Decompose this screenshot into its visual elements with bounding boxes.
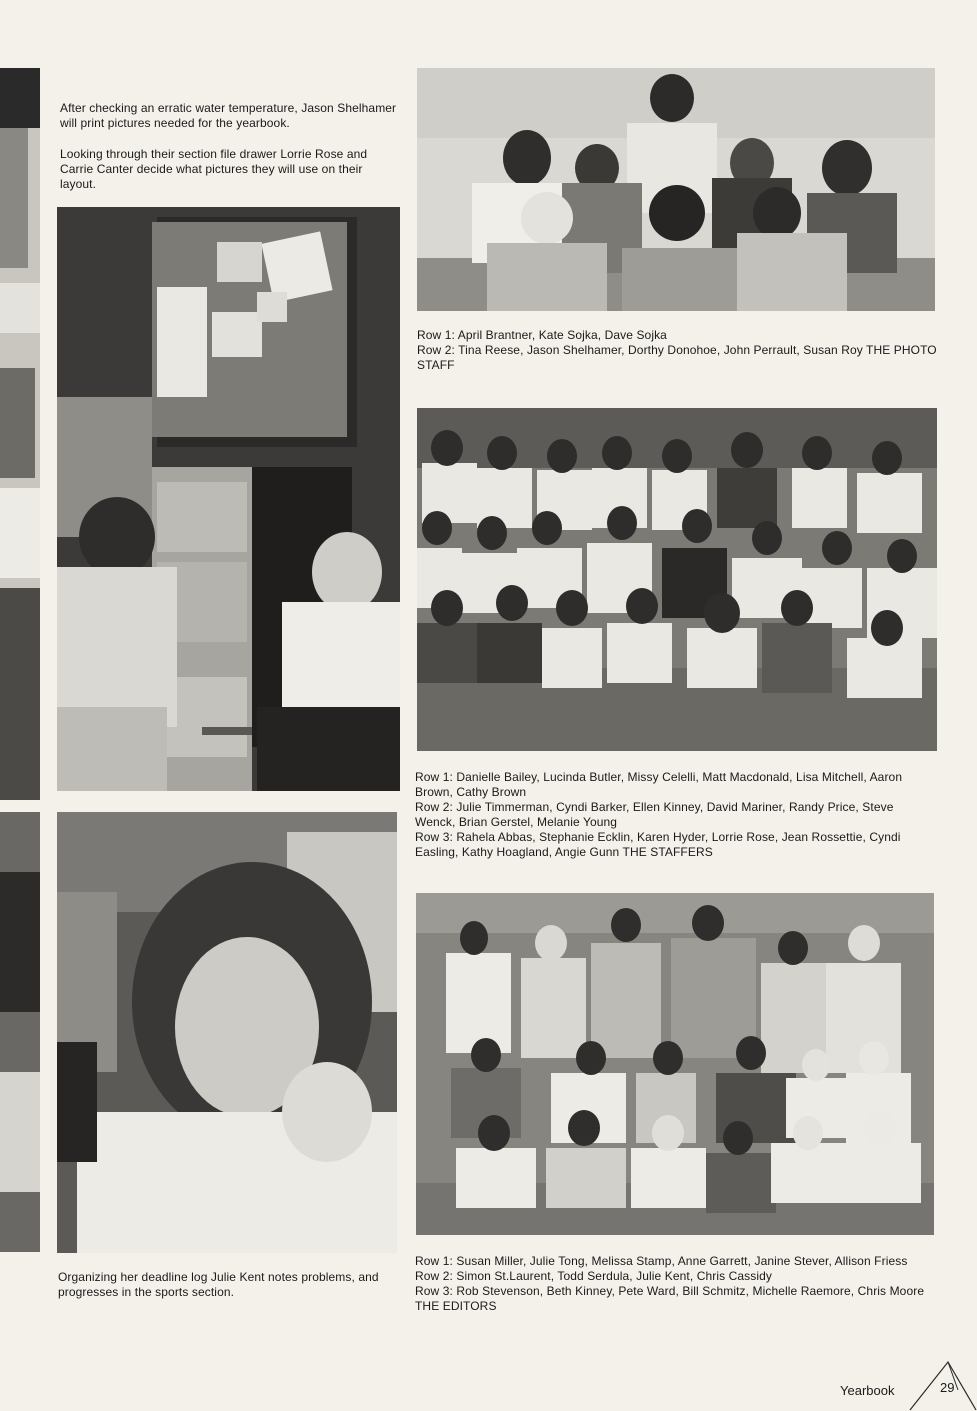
caption-editors: [415, 1254, 937, 1314]
footer-section-label: Yearbook: [840, 1383, 895, 1398]
staffers-row3: Row 3: Rahela Abbas, Stephanie Ecklin, Karen Hyder, Lorrie Rose, Jean Rossettie, Cyndi Easling, Kathy Hoagland, Angie Gunn THE STAFFERS: [415, 830, 901, 859]
caption-staffers: [415, 770, 937, 860]
caption-file-drawer-text: Looking through their section file drawer Lorrie Rose and Carrie Canter decide what pictures they will use on their layout.: [60, 147, 368, 191]
left-edge-photo-bottom: [0, 812, 40, 1252]
staffers-group-photo: [417, 408, 937, 751]
staffers-row1: Row 1: Danielle Bailey, Lucinda Butler, Missy Celelli, Matt Macdonald, Lisa Mitchell, Aaron Brown, Cathy Brown: [415, 770, 903, 799]
caption-file-drawer: [60, 147, 398, 192]
editors-row2: Row 2: Simon St.Laurent, Todd Serdula, Julie Kent, Chris Cassidy: [415, 1269, 773, 1283]
file-drawer-photo: [57, 207, 400, 791]
photo-staff-row2: Row 2: Tina Reese, Jason Shelhamer, Dorthy Donohoe, John Perrault, Susan Roy THE PHOTO STAFF: [417, 343, 937, 372]
caption-darkroom: [60, 101, 398, 131]
staffers-row2: Row 2: Julie Timmerman, Cyndi Barker, Ellen Kinney, David Mariner, Randy Price, Steve Wenck, Brian Gerstel, Melanie Young: [415, 800, 894, 829]
julie-kent-photo: [57, 812, 397, 1253]
caption-julie-kent-text: Organizing her deadline log Julie Kent notes problems, and progresses in the sports section.: [58, 1270, 379, 1299]
page-number: 29: [940, 1380, 955, 1395]
caption-julie-kent: [58, 1270, 398, 1300]
caption-darkroom-text: After checking an erratic water temperature, Jason Shelhamer will print pictures needed for the yearbook.: [60, 101, 397, 130]
caption-photo-staff: [417, 328, 937, 373]
editors-group-photo: [416, 893, 934, 1235]
photo-staff-group-photo: [417, 68, 935, 311]
left-edge-photo-top: [0, 68, 40, 800]
editors-row1: Row 1: Susan Miller, Julie Tong, Melissa Stamp, Anne Garrett, Janine Stever, Allison Friess: [415, 1254, 908, 1268]
editors-row3: Row 3: Rob Stevenson, Beth Kinney, Pete Ward, Bill Schmitz, Michelle Raemore, Chris Moore THE EDITORS: [415, 1284, 925, 1313]
photo-staff-row1: Row 1: April Brantner, Kate Sojka, Dave Sojka: [417, 328, 667, 342]
